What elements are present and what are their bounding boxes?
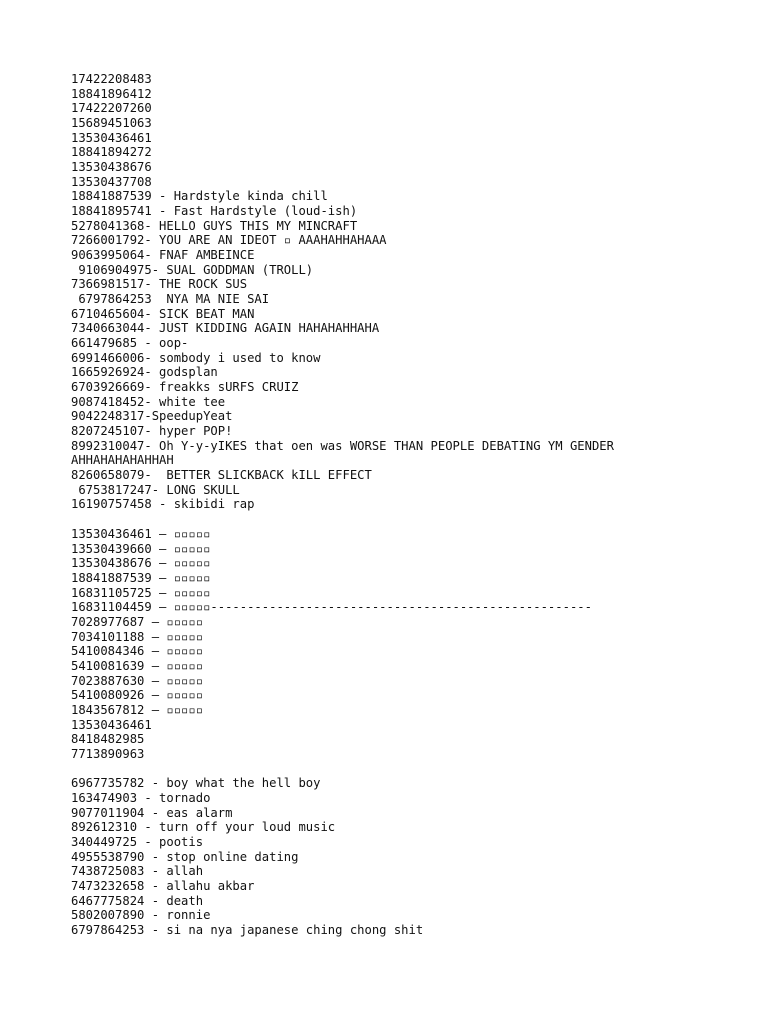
text-line: 5410081639 — ▫▫▫▫▫ [71,658,204,673]
text-line: 7473232658 - allahu akbar [71,878,255,893]
text-line: 18841887539 — ▫▫▫▫▫ [71,570,211,585]
text-line: 9106904975- SUAL GODDMAN (TROLL) [71,262,314,277]
text-line: 1665926924- godsplan [71,365,218,380]
text-line: 7340663044- JUST KIDDING AGAIN HAHAHAHHAHA [71,321,380,336]
text-line: 7034101188 — ▫▫▫▫▫ [71,629,204,644]
text-line: 6797864253 NYA MA NIE SAI [71,292,270,307]
text-line: 13530436461 — ▫▫▫▫▫ [71,526,211,541]
text-line: 8207245107- hyper POP! [71,424,233,439]
text-line: 18841887539 - Hardstyle kinda chill [71,189,328,204]
text-line: 9087418452- white tee [71,394,226,409]
text-line: 7023887630 — ▫▫▫▫▫ [71,673,204,688]
text-line: 18841894272 [71,145,152,160]
text-line: 13530438676 — ▫▫▫▫▫ [71,556,211,571]
text-line: 892612310 - turn off your loud music [71,820,336,835]
text-line: 16190757458 - skibidi rap [71,497,255,512]
text-line: AHHAHAHAHAHHAH [71,453,174,468]
text-line: 7266001792- YOU ARE AN IDEOT ▫ AAAHAHHAHAAA [71,233,387,248]
text-line: 4955538790 - stop online dating [71,849,299,864]
text-line: 163474903 - tornado [71,790,211,805]
text-line: 661479685 - oop- [71,336,189,351]
document-body [71,72,751,938]
text-line: 13530437708 [71,174,152,189]
text-line: 13530439660 — ▫▫▫▫▫ [71,541,211,556]
text-line: 18841895741 - Fast Hardstyle (loud-ish) [71,204,358,219]
text-line: 15689451063 [71,116,152,131]
text-line: 18841896412 [71,86,152,101]
text-line: 7028977687 — ▫▫▫▫▫ [71,614,204,629]
text-line: 7438725083 - allah [71,864,204,879]
text-line: 9063995064- FNAF AMBEINCE [71,248,255,263]
text-line: 9042248317-SpeedupYeat [71,409,233,424]
text-line: 340449725 - pootis [71,834,204,849]
text-line: 6710465604- SICK BEAT MAN [71,306,255,321]
text-line: 8418482985 [71,732,145,747]
text-line: 6967735782 - boy what the hell boy [71,776,321,791]
text-line: 6753817247- LONG SKULL [71,482,240,497]
text-line: 6991466006- sombody i used to know [71,350,321,365]
text-line: 5410080926 — ▫▫▫▫▫ [71,688,204,703]
text-line: 7366981517- THE ROCK SUS [71,277,248,292]
text-line: 8260658079- BETTER SLICKBACK kILL EFFECT [71,468,372,483]
text-line: 7713890963 [71,746,145,761]
text-line: 8992310047- Oh Y-y-yIKES that oen was WORSE THAN PEOPLE DEBATING YM GENDER [71,438,614,453]
text-line: 13530436461 [71,130,152,145]
paragraph-gap [71,512,751,527]
text-line: 16831104459 — ▫▫▫▫▫---------------------------------------------------- [71,600,592,615]
text-line: 17422207260 [71,101,152,116]
text-line: 13530436461 [71,717,152,732]
text-line: 6703926669- freakks sURFS CRUIZ [71,380,299,395]
text-line: 9077011904 - eas alarm [71,805,233,820]
text-line: 13530438676 [71,160,152,175]
text-line: 1843567812 — ▫▫▫▫▫ [71,702,204,717]
text-line: 17422208483 [71,72,152,86]
text-line: 5802007890 - ronnie [71,908,211,923]
text-line: 5278041368- HELLO GUYS THIS MY MINCRAFT [71,218,358,233]
paragraph-gap [71,762,751,777]
text-line: 6797864253 - si na nya japanese ching chong shit [71,922,424,937]
text-line: 16831105725 — ▫▫▫▫▫ [71,585,211,600]
text-line: 6467775824 - death [71,893,204,908]
text-line: 5410084346 — ▫▫▫▫▫ [71,644,204,659]
